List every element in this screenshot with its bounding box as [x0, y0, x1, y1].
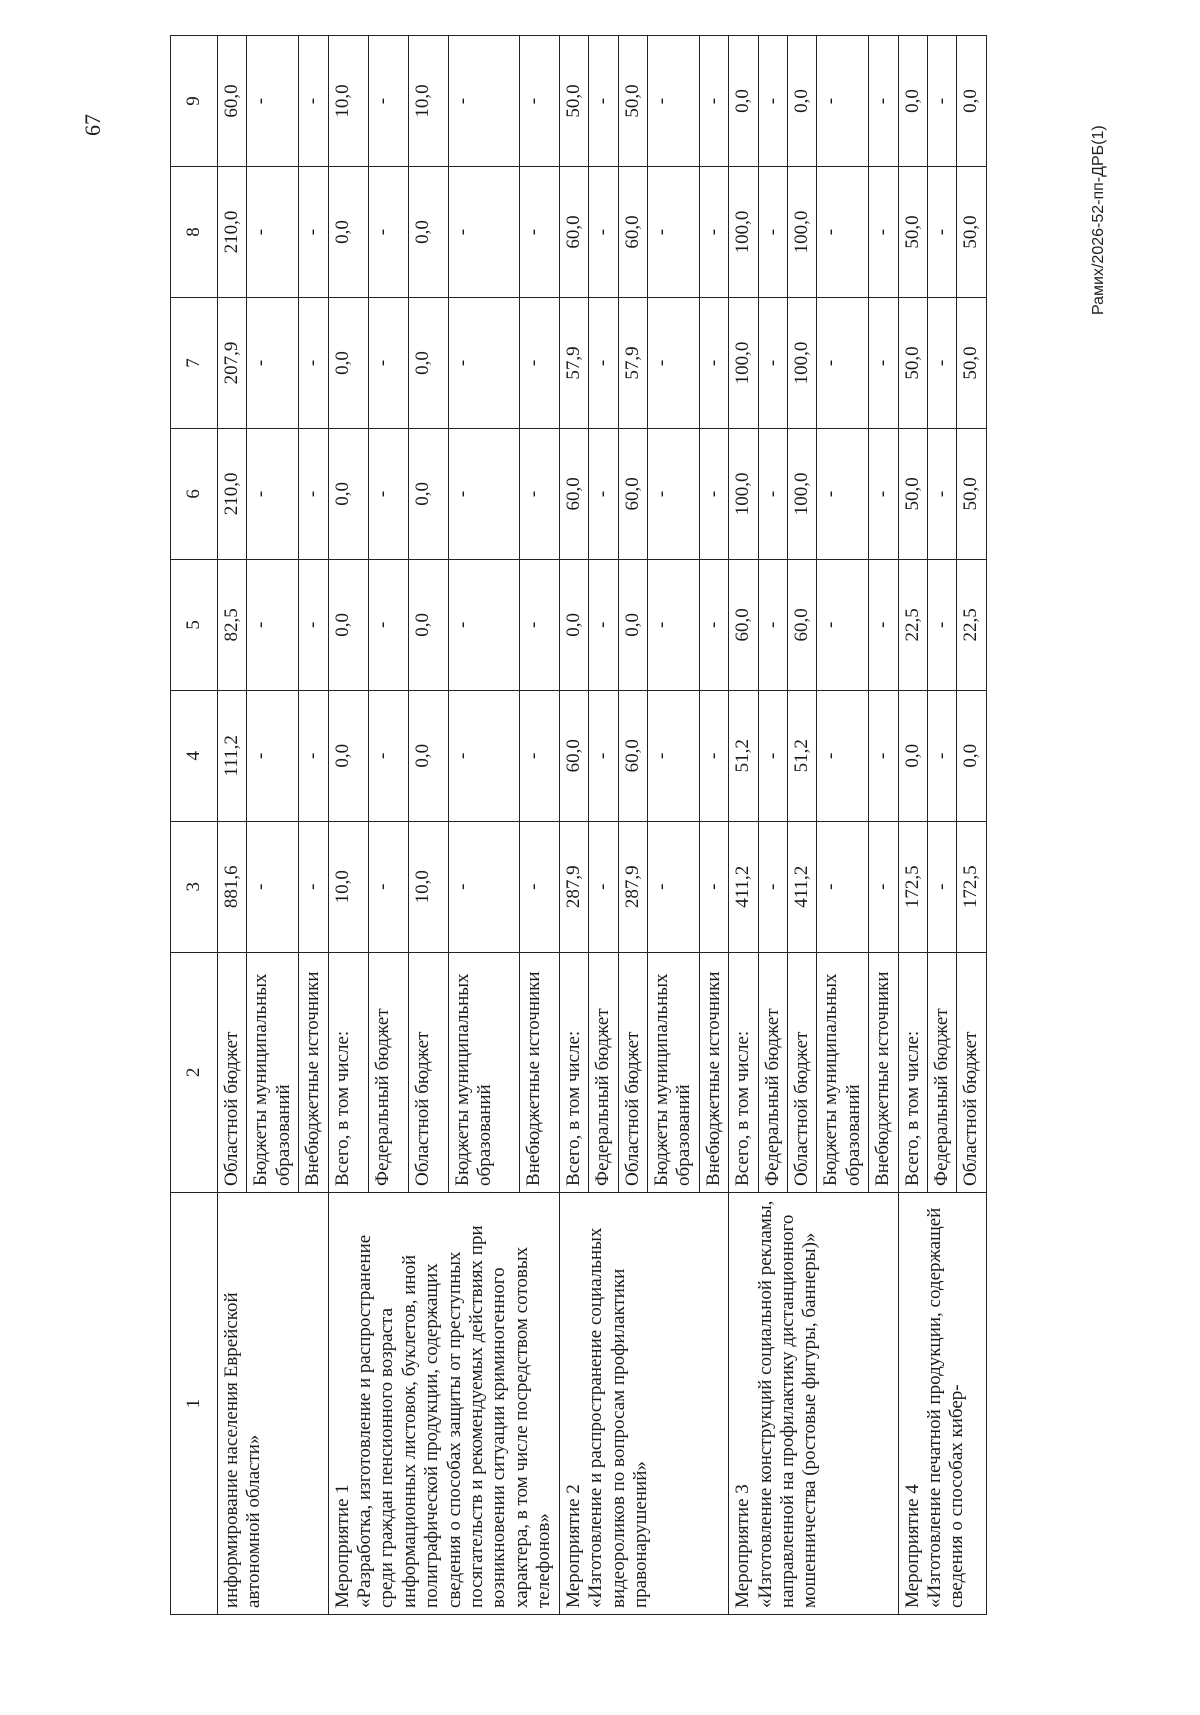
table-row: [729, 36, 758, 1615]
amount-cell: 22,5: [957, 559, 986, 690]
amount-cell: -: [647, 298, 699, 429]
amount-cell: 0,0: [898, 36, 927, 167]
funding-source: Бюджеты муниципальных образований: [647, 952, 699, 1192]
amount-cell: 82,5: [218, 559, 247, 690]
amount-cell: 60,0: [729, 559, 758, 690]
amount-cell: 60,0: [618, 690, 647, 821]
amount-cell: -: [869, 559, 898, 690]
amount-cell: 0,0: [957, 36, 986, 167]
amount-cell: 0,0: [408, 690, 448, 821]
amount-cell: 0,0: [408, 298, 448, 429]
amount-cell: 0,0: [328, 559, 368, 690]
amount-cell: 0,0: [408, 559, 448, 690]
amount-cell: -: [758, 428, 787, 559]
amount-cell: -: [589, 167, 618, 298]
amount-cell: -: [299, 36, 328, 167]
amount-cell: -: [247, 36, 299, 167]
amount-cell: -: [368, 559, 408, 690]
funding-source: Внебюджетные источники: [869, 952, 898, 1192]
amount-cell: 10,0: [328, 36, 368, 167]
amount-cell: -: [699, 298, 728, 429]
amount-cell: 100,0: [787, 167, 816, 298]
amount-cell: -: [519, 298, 559, 429]
amount-cell: -: [589, 298, 618, 429]
amount-cell: 0,0: [559, 559, 588, 690]
amount-cell: 0,0: [957, 690, 986, 821]
amount-cell: -: [589, 428, 618, 559]
amount-cell: -: [247, 428, 299, 559]
amount-cell: -: [758, 36, 787, 167]
amount-cell: -: [299, 690, 328, 821]
table-header-row: [171, 36, 218, 1615]
amount-cell: 60,0: [559, 167, 588, 298]
amount-cell: 10,0: [328, 821, 368, 952]
funding-source: Областной бюджет: [787, 952, 816, 1192]
amount-cell: -: [448, 298, 519, 429]
amount-cell: -: [448, 821, 519, 952]
amount-cell: -: [519, 559, 559, 690]
amount-cell: -: [368, 428, 408, 559]
amount-cell: -: [448, 559, 519, 690]
amount-cell: 0,0: [408, 428, 448, 559]
amount-cell: 50,0: [559, 36, 588, 167]
funding-source: Федеральный бюджет: [368, 952, 408, 1192]
page-number: 67: [80, 114, 105, 136]
amount-cell: -: [758, 821, 787, 952]
amount-cell: 50,0: [898, 428, 927, 559]
amount-cell: -: [448, 167, 519, 298]
amount-cell: 60,0: [218, 36, 247, 167]
amount-cell: 50,0: [618, 36, 647, 167]
funding-source: Внебюджетные источники: [519, 952, 559, 1192]
amount-cell: -: [368, 690, 408, 821]
amount-cell: -: [247, 821, 299, 952]
amount-cell: -: [519, 821, 559, 952]
amount-cell: -: [589, 821, 618, 952]
amount-cell: -: [647, 690, 699, 821]
amount-cell: 10,0: [408, 821, 448, 952]
amount-cell: -: [869, 167, 898, 298]
amount-cell: 51,2: [787, 690, 816, 821]
amount-cell: 172,5: [898, 821, 927, 952]
amount-cell: 50,0: [898, 167, 927, 298]
amount-cell: 411,2: [729, 821, 758, 952]
funding-source: Внебюджетные источники: [299, 952, 328, 1192]
funding-source: Федеральный бюджет: [589, 952, 618, 1192]
header-cell: 4: [171, 690, 218, 821]
amount-cell: -: [519, 36, 559, 167]
amount-cell: 100,0: [729, 428, 758, 559]
program-item-title: информирование населения Еврейской автономной области»: [218, 1192, 329, 1614]
header-cell: 9: [171, 36, 218, 167]
amount-cell: -: [758, 559, 787, 690]
amount-cell: 50,0: [957, 167, 986, 298]
amount-cell: -: [247, 298, 299, 429]
amount-cell: -: [368, 167, 408, 298]
amount-cell: 210,0: [218, 167, 247, 298]
amount-cell: -: [817, 428, 869, 559]
amount-cell: 207,9: [218, 298, 247, 429]
table-row: [328, 36, 368, 1615]
amount-cell: 50,0: [898, 298, 927, 429]
amount-cell: -: [519, 167, 559, 298]
table-body: [218, 36, 987, 1615]
amount-cell: -: [368, 36, 408, 167]
amount-cell: 210,0: [218, 428, 247, 559]
funding-source: Бюджеты муниципальных образований: [817, 952, 869, 1192]
amount-cell: -: [927, 36, 956, 167]
amount-cell: 0,0: [328, 690, 368, 821]
amount-cell: -: [869, 690, 898, 821]
amount-cell: -: [299, 298, 328, 429]
amount-cell: 60,0: [559, 690, 588, 821]
funding-source: Областной бюджет: [957, 952, 986, 1192]
funding-source: Всего, в том числе:: [328, 952, 368, 1192]
amount-cell: -: [299, 559, 328, 690]
amount-cell: -: [519, 428, 559, 559]
funding-source: Всего, в том числе:: [898, 952, 927, 1192]
funding-source: Федеральный бюджет: [758, 952, 787, 1192]
amount-cell: 57,9: [559, 298, 588, 429]
amount-cell: -: [869, 428, 898, 559]
amount-cell: 22,5: [898, 559, 927, 690]
amount-cell: -: [869, 36, 898, 167]
header-cell: 2: [171, 952, 218, 1192]
amount-cell: -: [758, 167, 787, 298]
amount-cell: -: [647, 559, 699, 690]
table-row: [898, 36, 927, 1615]
amount-cell: -: [589, 559, 618, 690]
amount-cell: 10,0: [408, 36, 448, 167]
amount-cell: -: [817, 36, 869, 167]
amount-cell: -: [869, 298, 898, 429]
amount-cell: 100,0: [787, 428, 816, 559]
amount-cell: -: [817, 298, 869, 429]
funding-source: Бюджеты муниципальных образований: [247, 952, 299, 1192]
amount-cell: -: [589, 690, 618, 821]
amount-cell: -: [699, 36, 728, 167]
header-cell: 5: [171, 559, 218, 690]
header-cell: 3: [171, 821, 218, 952]
amount-cell: 111,2: [218, 690, 247, 821]
amount-cell: -: [368, 298, 408, 429]
amount-cell: -: [817, 690, 869, 821]
amount-cell: -: [927, 428, 956, 559]
amount-cell: 287,9: [618, 821, 647, 952]
amount-cell: -: [699, 167, 728, 298]
amount-cell: -: [299, 167, 328, 298]
header-cell: 8: [171, 167, 218, 298]
amount-cell: -: [448, 428, 519, 559]
amount-cell: 50,0: [957, 298, 986, 429]
amount-cell: 100,0: [729, 167, 758, 298]
amount-cell: 0,0: [408, 167, 448, 298]
amount-cell: 0,0: [729, 36, 758, 167]
program-item-title: Мероприятие 3 «Изготовление конструкций социальной рекламы, направленной на профилактику дистанционного мошенничества (ростовые фигуры, баннеры)»: [729, 1192, 898, 1614]
amount-cell: 0,0: [787, 36, 816, 167]
amount-cell: -: [869, 821, 898, 952]
amount-cell: -: [368, 821, 408, 952]
amount-cell: 881,6: [218, 821, 247, 952]
amount-cell: -: [817, 167, 869, 298]
amount-cell: 287,9: [559, 821, 588, 952]
document-code: Рамих/2026-52-пп-ДРБ(1): [1090, 125, 1107, 315]
amount-cell: -: [647, 821, 699, 952]
amount-cell: -: [699, 559, 728, 690]
amount-cell: -: [699, 428, 728, 559]
amount-cell: 60,0: [618, 167, 647, 298]
amount-cell: 100,0: [729, 298, 758, 429]
amount-cell: 172,5: [957, 821, 986, 952]
budget-table: [170, 35, 987, 1615]
amount-cell: -: [299, 821, 328, 952]
funding-source: Областной бюджет: [218, 952, 247, 1192]
program-item-title: Мероприятие 1 «Разработка, изготовление и распространение среди граждан пенсионного возраста информационных листовок, буклетов, иной полиграфической продукции, содержащих сведения о способах защиты от преступных посягательств и рекомендуемых действиях при возникновении ситуации криминогенного характера, в том числе посредством сотовых телефонов»: [328, 1192, 559, 1614]
funding-source: Областной бюджет: [618, 952, 647, 1192]
funding-source: Всего, в том числе:: [559, 952, 588, 1192]
amount-cell: 0,0: [328, 167, 368, 298]
amount-cell: -: [927, 298, 956, 429]
amount-cell: -: [589, 36, 618, 167]
amount-cell: -: [927, 821, 956, 952]
amount-cell: 60,0: [618, 428, 647, 559]
program-item-title: Мероприятие 4 «Изготовление печатной продукции, содержащей сведения о способах кибер-: [898, 1192, 986, 1614]
amount-cell: -: [299, 428, 328, 559]
amount-cell: -: [699, 821, 728, 952]
amount-cell: 0,0: [898, 690, 927, 821]
funding-source: Внебюджетные источники: [699, 952, 728, 1192]
amount-cell: 50,0: [957, 428, 986, 559]
amount-cell: -: [647, 36, 699, 167]
amount-cell: 100,0: [787, 298, 816, 429]
amount-cell: -: [758, 298, 787, 429]
amount-cell: -: [247, 559, 299, 690]
funding-source: Федеральный бюджет: [927, 952, 956, 1192]
header-cell: 1: [171, 1192, 218, 1614]
amount-cell: -: [247, 167, 299, 298]
amount-cell: -: [927, 559, 956, 690]
funding-source: Бюджеты муниципальных образований: [448, 952, 519, 1192]
amount-cell: 60,0: [559, 428, 588, 559]
amount-cell: -: [247, 690, 299, 821]
amount-cell: 0,0: [328, 428, 368, 559]
table-row: [559, 36, 588, 1615]
amount-cell: 0,0: [618, 559, 647, 690]
amount-cell: -: [699, 690, 728, 821]
header-cell: 6: [171, 428, 218, 559]
amount-cell: -: [817, 821, 869, 952]
amount-cell: 57,9: [618, 298, 647, 429]
amount-cell: -: [647, 428, 699, 559]
amount-cell: 411,2: [787, 821, 816, 952]
table-row: [218, 36, 247, 1615]
amount-cell: -: [647, 167, 699, 298]
amount-cell: -: [448, 690, 519, 821]
funding-source: Областной бюджет: [408, 952, 448, 1192]
amount-cell: -: [817, 559, 869, 690]
amount-cell: -: [927, 690, 956, 821]
amount-cell: 51,2: [729, 690, 758, 821]
program-item-title: Мероприятие 2 «Изготовление и распространение социальных видеороликов по вопросам профилактики правонарушений»: [559, 1192, 728, 1614]
funding-source: Всего, в том числе:: [729, 952, 758, 1192]
amount-cell: -: [927, 167, 956, 298]
amount-cell: -: [758, 690, 787, 821]
amount-cell: -: [519, 690, 559, 821]
amount-cell: 60,0: [787, 559, 816, 690]
header-cell: 7: [171, 298, 218, 429]
amount-cell: -: [448, 36, 519, 167]
amount-cell: 0,0: [328, 298, 368, 429]
